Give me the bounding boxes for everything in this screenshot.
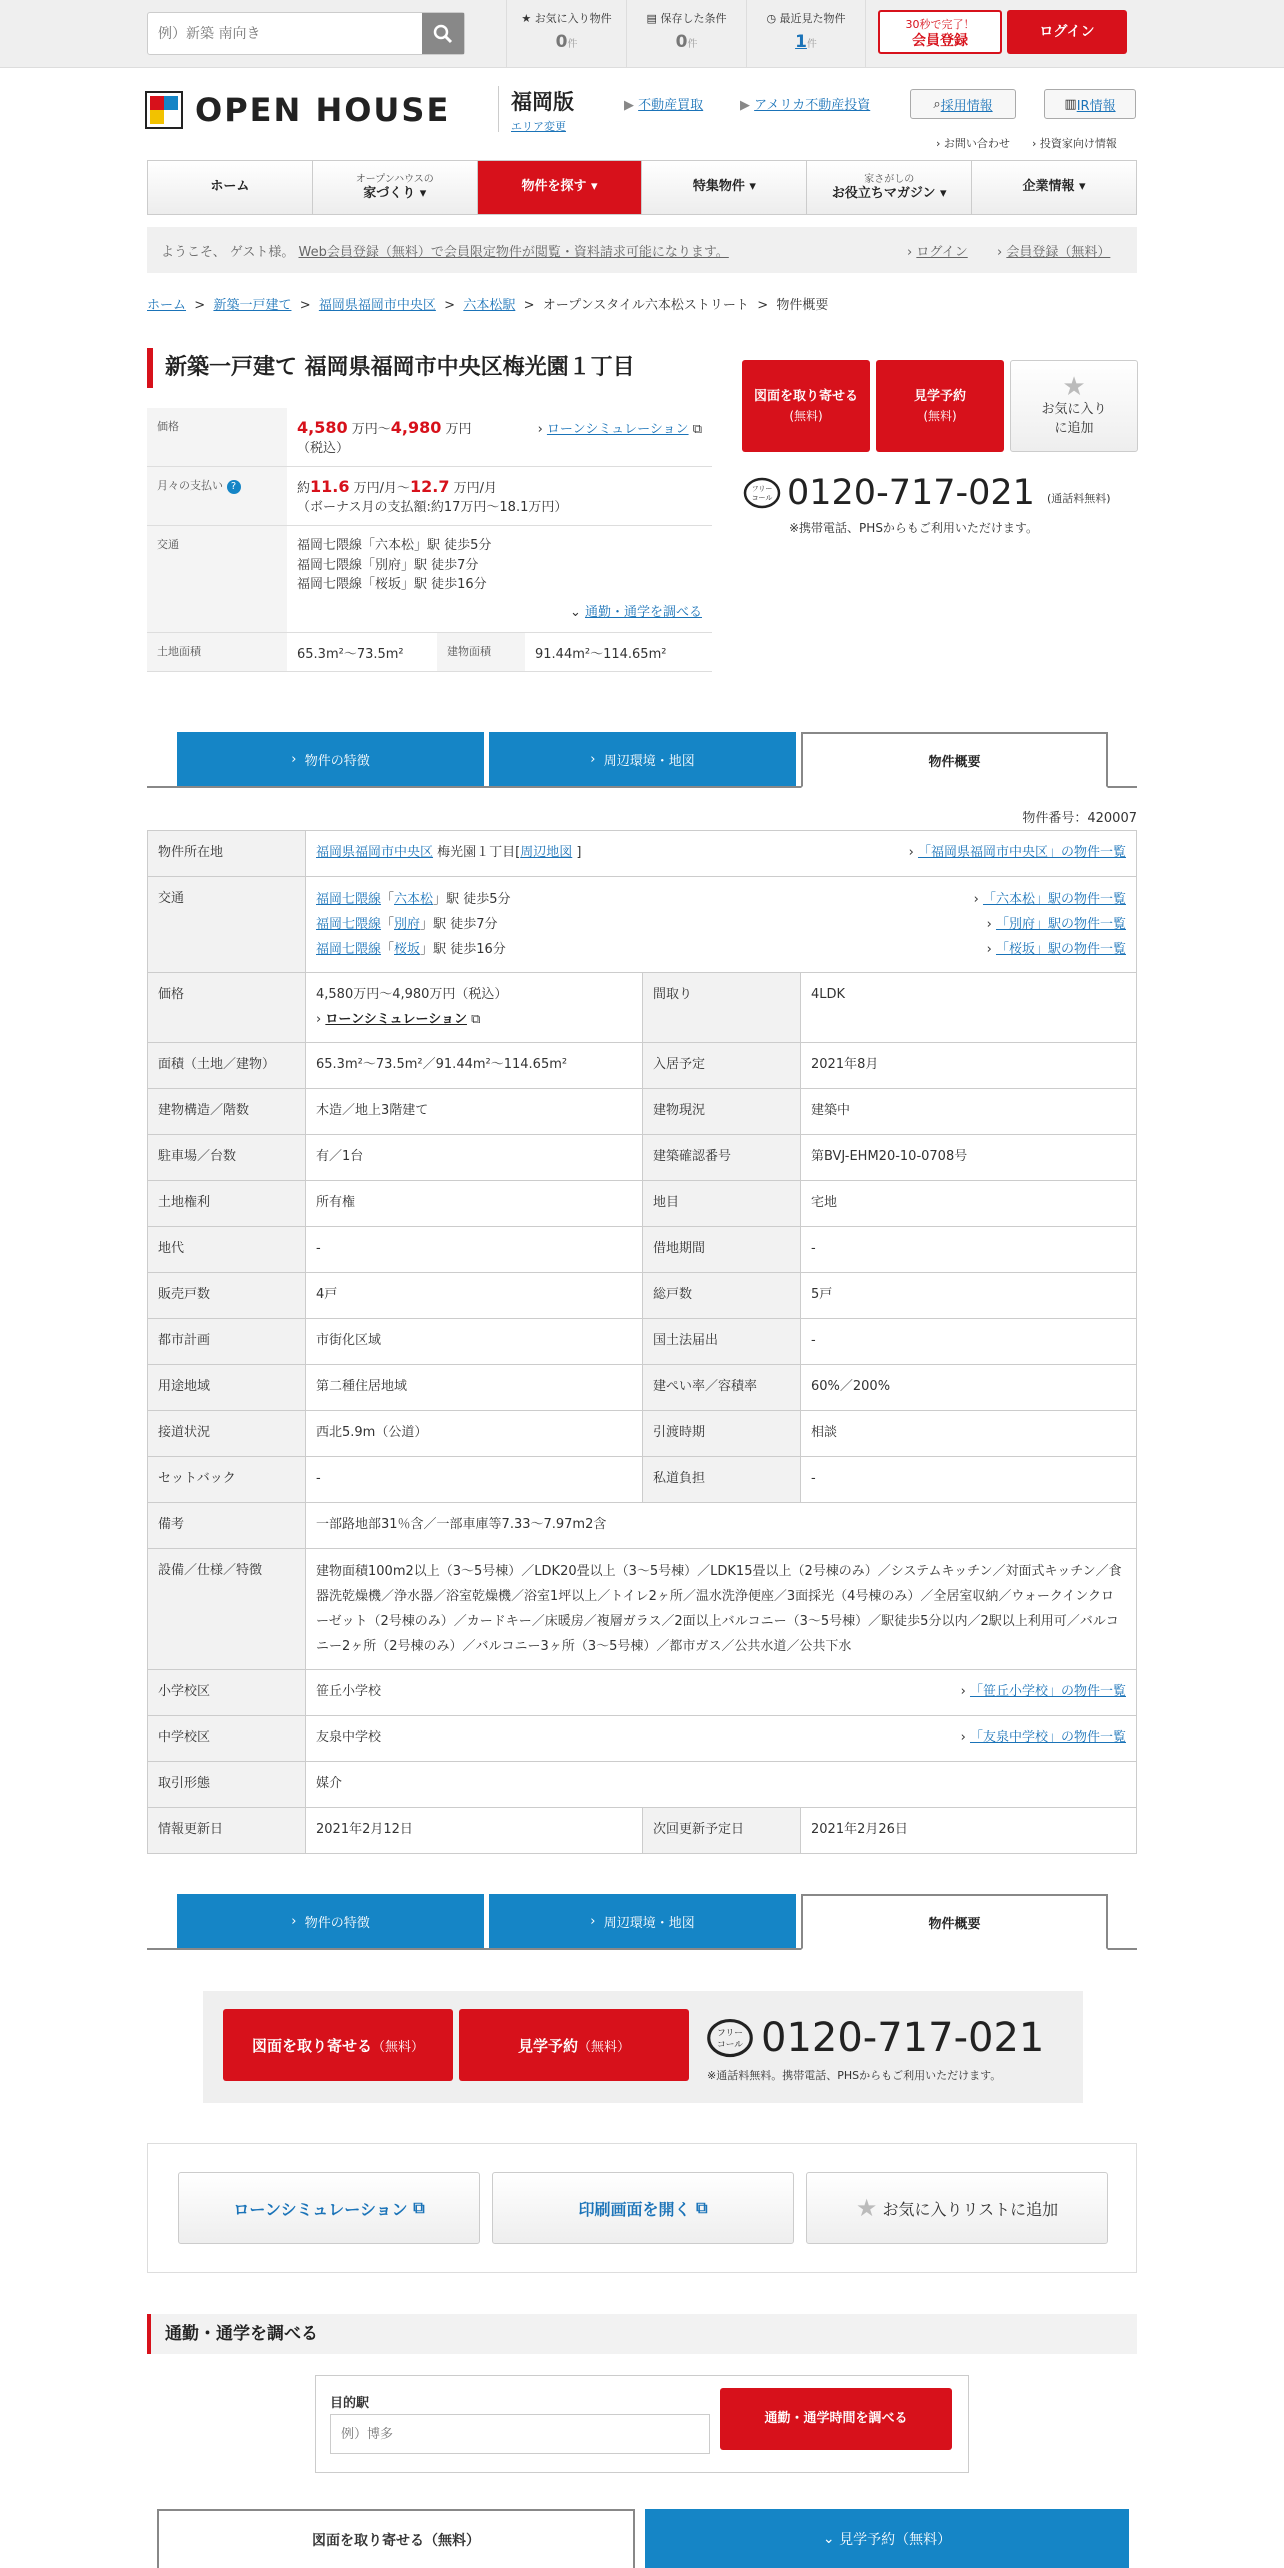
walk-time: 駅 徒歩7分 bbox=[433, 917, 498, 932]
free-label: (無料) bbox=[789, 408, 823, 423]
detail-value: 第BVJ-EHM20-10-0708号 bbox=[801, 1135, 1137, 1181]
summary-access-header: 交通 bbox=[147, 526, 287, 633]
bottom-tab-docs[interactable] bbox=[157, 2509, 635, 2568]
document-icon: ▥ bbox=[1064, 96, 1077, 112]
welcome-register-label: 会員登録（無料） bbox=[1006, 245, 1111, 260]
price-sep: 万円～ bbox=[351, 422, 391, 437]
region-name: 福岡版 bbox=[511, 90, 574, 114]
search-button[interactable] bbox=[422, 13, 464, 54]
detail-header: 設備／仕様／特徴 bbox=[148, 1549, 306, 1670]
walk-time: 駅 徒歩16分 bbox=[433, 942, 506, 957]
detail-header: 取引形態 bbox=[148, 1762, 306, 1808]
member-register-link[interactable]: Web会員登録（無料）で会員限定物件が閲覧・資料請求可能になります。 bbox=[298, 245, 729, 260]
welcome-text: ようこそ、 ゲスト様。 bbox=[161, 245, 295, 260]
breadcrumb: ホーム > 新築一戸建て > 福岡県福岡市中央区 > 六本松駅 > オープンスタイル六本松ストリート > 物件概要 bbox=[147, 298, 829, 313]
detail-header: 土地権利 bbox=[148, 1181, 306, 1227]
loan-sim-label: ローンシミュレーション bbox=[233, 2199, 408, 2219]
detail-header: 地代 bbox=[148, 1227, 306, 1273]
tab-surroundings[interactable] bbox=[489, 732, 796, 786]
saved-conditions[interactable] bbox=[626, 0, 746, 68]
detail-header: 用途地域 bbox=[148, 1365, 306, 1411]
register-subtext: 30秒で完了！ bbox=[905, 18, 975, 31]
request-docs-label: 図面を取り寄せる bbox=[753, 389, 858, 405]
property-number: 物件番号：420007 bbox=[1022, 811, 1137, 826]
bottom-tab-visit[interactable] bbox=[645, 2509, 1129, 2568]
recent-label: 最近見た物件 bbox=[779, 12, 846, 25]
star-icon: ★ bbox=[1062, 371, 1086, 402]
recruit-button[interactable] bbox=[910, 89, 1016, 119]
investor-link[interactable] bbox=[1032, 135, 1117, 151]
detail-header: 中学校区 bbox=[148, 1716, 306, 1762]
nav-company[interactable] bbox=[972, 161, 1136, 214]
summary-price bbox=[287, 408, 712, 467]
detail-header: 交通 bbox=[148, 877, 306, 973]
summary-monthly bbox=[287, 467, 712, 526]
nav-label: 特集物件 ▾ bbox=[692, 179, 756, 195]
detail-value: 4LDK bbox=[801, 973, 1137, 1043]
arrow-icon: › bbox=[960, 1730, 966, 1746]
breadcrumb-current: 物件概要 bbox=[776, 298, 829, 313]
request-docs-button[interactable] bbox=[742, 360, 870, 452]
arrow-icon: › bbox=[590, 751, 604, 767]
detail-header: 間取り bbox=[643, 973, 801, 1043]
destination-input[interactable] bbox=[330, 2414, 710, 2454]
region bbox=[498, 86, 574, 132]
price-max: 4,980 bbox=[390, 418, 442, 437]
tab-features[interactable] bbox=[177, 1894, 484, 1948]
ir-button[interactable] bbox=[1044, 89, 1136, 119]
print-button[interactable] bbox=[492, 2172, 794, 2244]
tab-label: 物件の特徴 bbox=[304, 1915, 370, 1931]
detail-price bbox=[306, 973, 643, 1043]
visit-reservation-button[interactable] bbox=[876, 360, 1004, 452]
property-tabs bbox=[147, 732, 1137, 788]
request-docs-button[interactable] bbox=[223, 2009, 453, 2081]
us-invest-label: アメリカ不動産投資 bbox=[754, 98, 871, 113]
bottom-phone bbox=[705, 2015, 1044, 2061]
contact-link[interactable] bbox=[936, 135, 1010, 151]
school-list-link[interactable]: 「友泉中学校」の物件一覧 bbox=[969, 1730, 1126, 1746]
svg-text:フリー: フリー bbox=[717, 2028, 743, 2039]
commute-link-label: 通勤・通学を調べる bbox=[584, 604, 702, 620]
svg-text:フリー: フリー bbox=[751, 485, 773, 493]
add-favorite-label: お気に入りリストに追加 bbox=[882, 2199, 1059, 2219]
phone-note-mobile: ※携帯電話、PHSからもご利用いただけます。 bbox=[789, 521, 1038, 535]
nav-sub: 家さがしの bbox=[864, 173, 915, 185]
detail-header: 国土法届出 bbox=[643, 1319, 801, 1365]
detail-value: 所有権 bbox=[306, 1181, 643, 1227]
detail-header: 販売戸数 bbox=[148, 1273, 306, 1319]
detail-header: 駐車場／台数 bbox=[148, 1135, 306, 1181]
nav-search-properties[interactable] bbox=[478, 161, 643, 214]
bottom-tab-visit-label: 見学予約（無料） bbox=[839, 2531, 952, 2548]
welcome-login-link[interactable] bbox=[907, 241, 968, 260]
star-icon: ★ bbox=[521, 12, 532, 25]
arrow-icon: › bbox=[997, 245, 1003, 260]
land-area: 65.3m²～73.5m² bbox=[297, 646, 404, 662]
visit-label: 見学予約 bbox=[517, 2036, 578, 2055]
bonus-payment: （ボーナス月の支払額:約17万円～18.1万円） bbox=[297, 500, 568, 515]
loan-sim-label: ローンシミュレーション bbox=[325, 1011, 467, 1027]
logo-text: OPEN HOUSE bbox=[195, 91, 451, 129]
price-value: 4,580万円～4,980万円（税込） bbox=[316, 987, 508, 1002]
arrow-icon: › bbox=[537, 422, 543, 437]
line-link[interactable]: 福岡七隈線 bbox=[316, 942, 382, 957]
property-tabs-bottom bbox=[147, 1894, 1137, 1950]
tab-surroundings[interactable] bbox=[489, 1894, 796, 1948]
fav-properties[interactable] bbox=[506, 0, 626, 68]
summary-access bbox=[287, 526, 712, 633]
nav-label: 家づくり ▾ bbox=[363, 185, 427, 201]
line-link[interactable]: 福岡七隈線 bbox=[316, 892, 382, 907]
detail-value: 4戸 bbox=[306, 1273, 643, 1319]
monthly-mid: 万円/月～ bbox=[353, 481, 411, 496]
us-invest-link[interactable] bbox=[740, 94, 870, 113]
detail-value: 5戸 bbox=[801, 1273, 1137, 1319]
nav-label: 企業情報 ▾ bbox=[1022, 179, 1086, 195]
save-icon: ▤ bbox=[646, 12, 657, 25]
commute-link[interactable] bbox=[297, 603, 702, 623]
ir-label: IR情報 bbox=[1076, 98, 1116, 114]
building-area-header: 建物面積 bbox=[437, 633, 525, 671]
walk-time: 駅 徒歩5分 bbox=[446, 892, 511, 907]
logo-mark-icon bbox=[145, 91, 183, 129]
tab-label: 物件概要 bbox=[928, 754, 981, 770]
svg-text:コール: コール bbox=[716, 2039, 744, 2050]
building-area: 91.44m²～114.65m² bbox=[535, 646, 667, 662]
tab-label: 周辺環境・地図 bbox=[603, 753, 695, 769]
arrow-icon: › bbox=[316, 1011, 322, 1027]
access-line: 福岡七隈線「別府」駅 徒歩7分 bbox=[297, 557, 479, 573]
station-link[interactable]: 別府 bbox=[394, 917, 421, 932]
nav-label: ホーム bbox=[210, 179, 250, 195]
breadcrumb-station[interactable]: 六本松駅 bbox=[463, 298, 516, 313]
monthly-min: 11.6 bbox=[310, 477, 350, 496]
detail-header: 情報更新日 bbox=[148, 1808, 306, 1854]
monthly-unit: 万円/月 bbox=[453, 481, 498, 496]
unit: 件 bbox=[567, 39, 578, 50]
welcome-login-label: ログイン bbox=[916, 245, 968, 260]
free-label: (無料) bbox=[923, 408, 957, 423]
area-list-link[interactable]: 「福岡県福岡市中央区」の物件一覧 bbox=[917, 845, 1126, 860]
arrow-icon: › bbox=[907, 245, 913, 260]
detail-header: 備考 bbox=[148, 1503, 306, 1549]
saved-count: 0 bbox=[675, 32, 688, 52]
chevron-down-icon: ⌄ bbox=[822, 2530, 840, 2547]
tab-label: 物件概要 bbox=[928, 1916, 981, 1932]
detail-header: 借地期間 bbox=[643, 1227, 801, 1273]
register-button[interactable] bbox=[878, 10, 1002, 54]
investor-label: 投資家向け情報 bbox=[1039, 137, 1117, 150]
arrow-icon: › bbox=[973, 892, 979, 907]
svg-text:コール: コール bbox=[751, 494, 773, 502]
arrow-icon: › bbox=[960, 1684, 966, 1700]
map-link[interactable]: 周辺地図 bbox=[520, 845, 573, 860]
bottom-tab-docs-label: 図面を取り寄せる（無料） bbox=[312, 2532, 480, 2549]
commute-search-box bbox=[315, 2375, 969, 2473]
summary-table bbox=[147, 408, 712, 672]
detail-value: 2021年8月 bbox=[801, 1043, 1137, 1089]
summary-monthly-header bbox=[147, 467, 287, 526]
welcome-bar bbox=[147, 227, 1137, 273]
detail-value: 相談 bbox=[801, 1411, 1137, 1457]
detail-value: - bbox=[306, 1457, 643, 1503]
detail-value: 第二種住居地域 bbox=[306, 1365, 643, 1411]
loan-sim-button[interactable] bbox=[178, 2172, 480, 2244]
tab-overview[interactable] bbox=[801, 1894, 1108, 1950]
add-favorite-label: お気に入り に追加 bbox=[1041, 401, 1107, 436]
search-box bbox=[147, 12, 465, 55]
access-line: 福岡七隈線「六本松」駅 徒歩5分 bbox=[297, 538, 492, 553]
detail-access: 福岡七隈線「六本松」駅 徒歩5分 › 「六本松」駅の物件一覧 福岡七隈線「別府」駅 徒歩7分 › 「別府」駅の物件一覧 福岡七隈線「桜坂」駅 徒歩16分 › 「桜坂」駅の物件一覧 bbox=[306, 877, 1137, 973]
property-details-table bbox=[147, 830, 1137, 1854]
add-favorite-button[interactable] bbox=[1010, 360, 1138, 452]
site-logo[interactable] bbox=[145, 91, 450, 129]
register-label: 会員登録 bbox=[912, 33, 968, 50]
login-button[interactable]: ログイン bbox=[1007, 10, 1127, 54]
nav-featured[interactable] bbox=[642, 161, 807, 214]
recruit-label: 採用情報 bbox=[940, 98, 993, 114]
station-list-link[interactable]: 「桜坂」駅の物件一覧 bbox=[995, 942, 1126, 957]
detail-value: - bbox=[801, 1319, 1137, 1365]
detail-junior-high bbox=[306, 1716, 1137, 1762]
detail-header: 建ぺい率／容積率 bbox=[643, 1365, 801, 1411]
detail-header: 面積（土地／建物） bbox=[148, 1043, 306, 1089]
detail-value: - bbox=[306, 1227, 643, 1273]
arrow-icon: › bbox=[291, 1913, 305, 1929]
nav-sub: オープンハウスの bbox=[355, 173, 434, 185]
buyback-label: 不動産買取 bbox=[638, 98, 704, 113]
buyback-link[interactable] bbox=[624, 94, 703, 113]
external-link-icon: ⧉ bbox=[413, 2198, 425, 2217]
recent-count: 1 bbox=[795, 32, 807, 52]
detail-header: 私道負担 bbox=[643, 1457, 801, 1503]
help-icon[interactable]: ? bbox=[227, 480, 241, 494]
breadcrumb-newbuild[interactable]: 新築一戸建て bbox=[213, 298, 292, 313]
recent-properties[interactable] bbox=[746, 0, 866, 68]
arrow-icon: › bbox=[986, 942, 992, 957]
tab-label: 周辺環境・地図 bbox=[603, 1915, 695, 1931]
free-label: （無料） bbox=[578, 2039, 631, 2055]
loan-sim-link[interactable] bbox=[538, 418, 702, 456]
school-name: 笹丘小学校 bbox=[316, 1684, 382, 1700]
contact-label: お問い合わせ bbox=[943, 137, 1010, 150]
tools-box bbox=[147, 2143, 1137, 2273]
detail-value: 木造／地上3階建て bbox=[306, 1089, 643, 1135]
detail-value: 西北5.9m（公道） bbox=[306, 1411, 643, 1457]
arrow-icon: ▶ bbox=[740, 98, 750, 113]
phone-note: ※通話料無料。携帯電話、PHSからもご利用いただけます。 bbox=[707, 2069, 1002, 2082]
detail-header: 価格 bbox=[148, 973, 306, 1043]
price-unit: 万円 bbox=[445, 422, 472, 437]
sticky-bottom-tabs bbox=[147, 2509, 1137, 2568]
breadcrumb-area[interactable]: 福岡県福岡市中央区 bbox=[318, 298, 436, 313]
detail-header: 入居予定 bbox=[643, 1043, 801, 1089]
phone-contact bbox=[743, 473, 1111, 513]
detail-header: 次回更新予定日 bbox=[643, 1808, 801, 1854]
monthly-header-label: 月々の支払い bbox=[157, 479, 223, 492]
add-favorite-list-button[interactable] bbox=[806, 2172, 1108, 2244]
nav-home[interactable] bbox=[148, 161, 313, 214]
saved-label: 保存した条件 bbox=[660, 12, 727, 25]
detail-header: 都市計画 bbox=[148, 1319, 306, 1365]
fav-label: お気に入り物件 bbox=[534, 12, 612, 25]
fav-count: 0 bbox=[555, 32, 568, 52]
free-label: （無料） bbox=[372, 2039, 425, 2055]
welcome-register-link[interactable] bbox=[997, 241, 1110, 260]
price-tax: （税込） bbox=[297, 441, 350, 456]
summary-area bbox=[287, 633, 712, 672]
detail-value: 一部路地部31％含／一部車庫等7.33～7.97m2含 bbox=[306, 1503, 1137, 1549]
station-list-link[interactable]: 「別府」駅の物件一覧 bbox=[995, 917, 1126, 932]
external-link-icon: ⧉ bbox=[696, 2198, 708, 2217]
nav-label: お役立ちマガジン ▾ bbox=[831, 185, 947, 201]
arrow-icon: › bbox=[936, 137, 941, 150]
breadcrumb-street: オープンスタイル六本松ストリート bbox=[542, 298, 749, 313]
arrow-icon: › bbox=[291, 751, 305, 767]
detail-value: 市街化区域 bbox=[306, 1319, 643, 1365]
school-name: 友泉中学校 bbox=[316, 1730, 382, 1746]
nav-label: 物件を探す ▾ bbox=[521, 179, 598, 195]
phone-number: 0120-717-021 bbox=[761, 2015, 1045, 2061]
detail-value: - bbox=[801, 1227, 1137, 1273]
top-bar bbox=[0, 0, 1284, 68]
monthly-max: 12.7 bbox=[410, 477, 450, 496]
search-input[interactable] bbox=[148, 13, 424, 54]
search-icon bbox=[433, 24, 453, 44]
summary-land-header: 土地面積 bbox=[147, 633, 287, 672]
detail-value: 2021年2月12日 bbox=[306, 1808, 643, 1854]
region-change-link[interactable]: エリア変更 bbox=[511, 120, 566, 133]
tab-features[interactable] bbox=[177, 732, 484, 786]
location-end: ] bbox=[576, 845, 582, 860]
unit: 件 bbox=[687, 39, 698, 50]
detail-value: 媒介 bbox=[306, 1762, 1137, 1808]
detail-location bbox=[306, 831, 1137, 877]
detail-header: 小学校区 bbox=[148, 1670, 306, 1716]
detail-header: 総戸数 bbox=[643, 1273, 801, 1319]
detail-value: 建築中 bbox=[801, 1089, 1137, 1135]
access-line: 福岡七隈線「桜坂」駅 徒歩16分 bbox=[297, 577, 487, 592]
detail-header: 物件所在地 bbox=[148, 831, 306, 877]
detail-value: - bbox=[801, 1457, 1137, 1503]
school-list-link[interactable]: 「笹丘小学校」の物件一覧 bbox=[969, 1684, 1126, 1700]
detail-value: 有／1台 bbox=[306, 1135, 643, 1181]
arrow-icon: › bbox=[908, 845, 914, 860]
detail-value: 60%／200% bbox=[801, 1365, 1137, 1411]
summary-price-header: 価格 bbox=[147, 408, 287, 467]
location-text: 梅光園１丁目[ bbox=[433, 845, 521, 860]
detail-header: 建物現況 bbox=[643, 1089, 801, 1135]
destination-label: 目的駅 bbox=[330, 2396, 370, 2411]
phone-note: (通話料無料) bbox=[1046, 492, 1111, 505]
phone-number: 0120-717-021 bbox=[787, 473, 1035, 513]
detail-value: 宅地 bbox=[801, 1181, 1137, 1227]
external-link-icon: ⧉ bbox=[692, 422, 702, 437]
search-person-icon: ⌕ bbox=[933, 96, 941, 112]
visit-reservation-button[interactable] bbox=[459, 2009, 689, 2081]
detail-value: 65.3m²～73.5m²／91.44m²～114.65m² bbox=[306, 1043, 643, 1089]
arrow-icon: › bbox=[1032, 137, 1037, 150]
star-icon: ★ bbox=[855, 2194, 878, 2222]
arrow-icon: › bbox=[590, 1913, 604, 1929]
chevron-down-icon: ⌄ bbox=[569, 604, 581, 620]
clock-icon: ◷ bbox=[766, 12, 777, 25]
monthly-prefix: 約 bbox=[297, 481, 311, 496]
loan-sim-link[interactable] bbox=[316, 1008, 632, 1033]
unit: 件 bbox=[806, 39, 817, 50]
station-list-link[interactable]: 「六本松」駅の物件一覧 bbox=[982, 892, 1126, 907]
external-link-icon: ⧉ bbox=[471, 1011, 481, 1027]
freecall-icon bbox=[705, 2018, 755, 2058]
loan-sim-label: ローンシミュレーション bbox=[546, 422, 689, 437]
detail-elementary bbox=[306, 1670, 1137, 1716]
freecall-icon bbox=[743, 477, 781, 509]
location-area-link[interactable]: 福岡県福岡市中央区 bbox=[316, 845, 434, 860]
print-label: 印刷画面を開く bbox=[578, 2199, 691, 2219]
commute-search-button[interactable]: 通勤・通学時間を調べる bbox=[720, 2388, 952, 2450]
visit-label: 見学予約 bbox=[913, 389, 966, 405]
page-title: 新築一戸建て 福岡県福岡市中央区梅光園１丁目 bbox=[147, 348, 712, 388]
detail-header: セットバック bbox=[148, 1457, 306, 1503]
station-link[interactable]: 桜坂 bbox=[394, 942, 421, 957]
detail-header: 接道状況 bbox=[148, 1411, 306, 1457]
detail-header: 建物構造／階数 bbox=[148, 1089, 306, 1135]
arrow-icon: › bbox=[986, 917, 992, 932]
tab-overview[interactable] bbox=[801, 732, 1108, 788]
breadcrumb-home[interactable]: ホーム bbox=[147, 298, 187, 313]
commute-section-title: 通勤・通学を調べる bbox=[147, 2314, 1137, 2354]
detail-header: 建築確認番号 bbox=[643, 1135, 801, 1181]
tab-label: 物件の特徴 bbox=[304, 753, 370, 769]
detail-equipment: 建物面積100m2以上（3～5号棟）／LDK20畳以上（3～5号棟）／LDK15畳以上（2号棟のみ）／システムキッチン／対面式キッチン／食器洗乾燥機／浄水器／浴室乾燥機／浴室1坪以上／トイレ2ヶ所／温水洗浄便座／3面採光（4号棟のみ）／全居室収納／ウォークインクローゼット（2号棟のみ）／カードキー／床暖房／複層ガラス／2面以上バルコニー（3～5号棟）／駅徒歩5分以内／2駅以上利用可／バルコニー2ヶ所（2号棟のみ）／バルコニー3ヶ所（3～5号棟）／都市ガス／公共水道／公共下水 bbox=[306, 1549, 1137, 1670]
detail-value: 2021年2月26日 bbox=[801, 1808, 1137, 1854]
station-link[interactable]: 六本松 bbox=[394, 892, 434, 907]
bottom-cta-box bbox=[203, 1991, 1083, 2103]
global-nav bbox=[147, 160, 1137, 215]
request-docs-label: 図面を取り寄せる bbox=[251, 2036, 372, 2055]
detail-header: 地目 bbox=[643, 1181, 801, 1227]
nav-magazine[interactable] bbox=[807, 161, 972, 214]
arrow-icon: ▶ bbox=[624, 98, 634, 113]
detail-header: 引渡時期 bbox=[643, 1411, 801, 1457]
line-link[interactable]: 福岡七隈線 bbox=[316, 917, 382, 932]
nav-housebuilding[interactable] bbox=[313, 161, 478, 214]
price-min: 4,580 bbox=[297, 418, 348, 437]
